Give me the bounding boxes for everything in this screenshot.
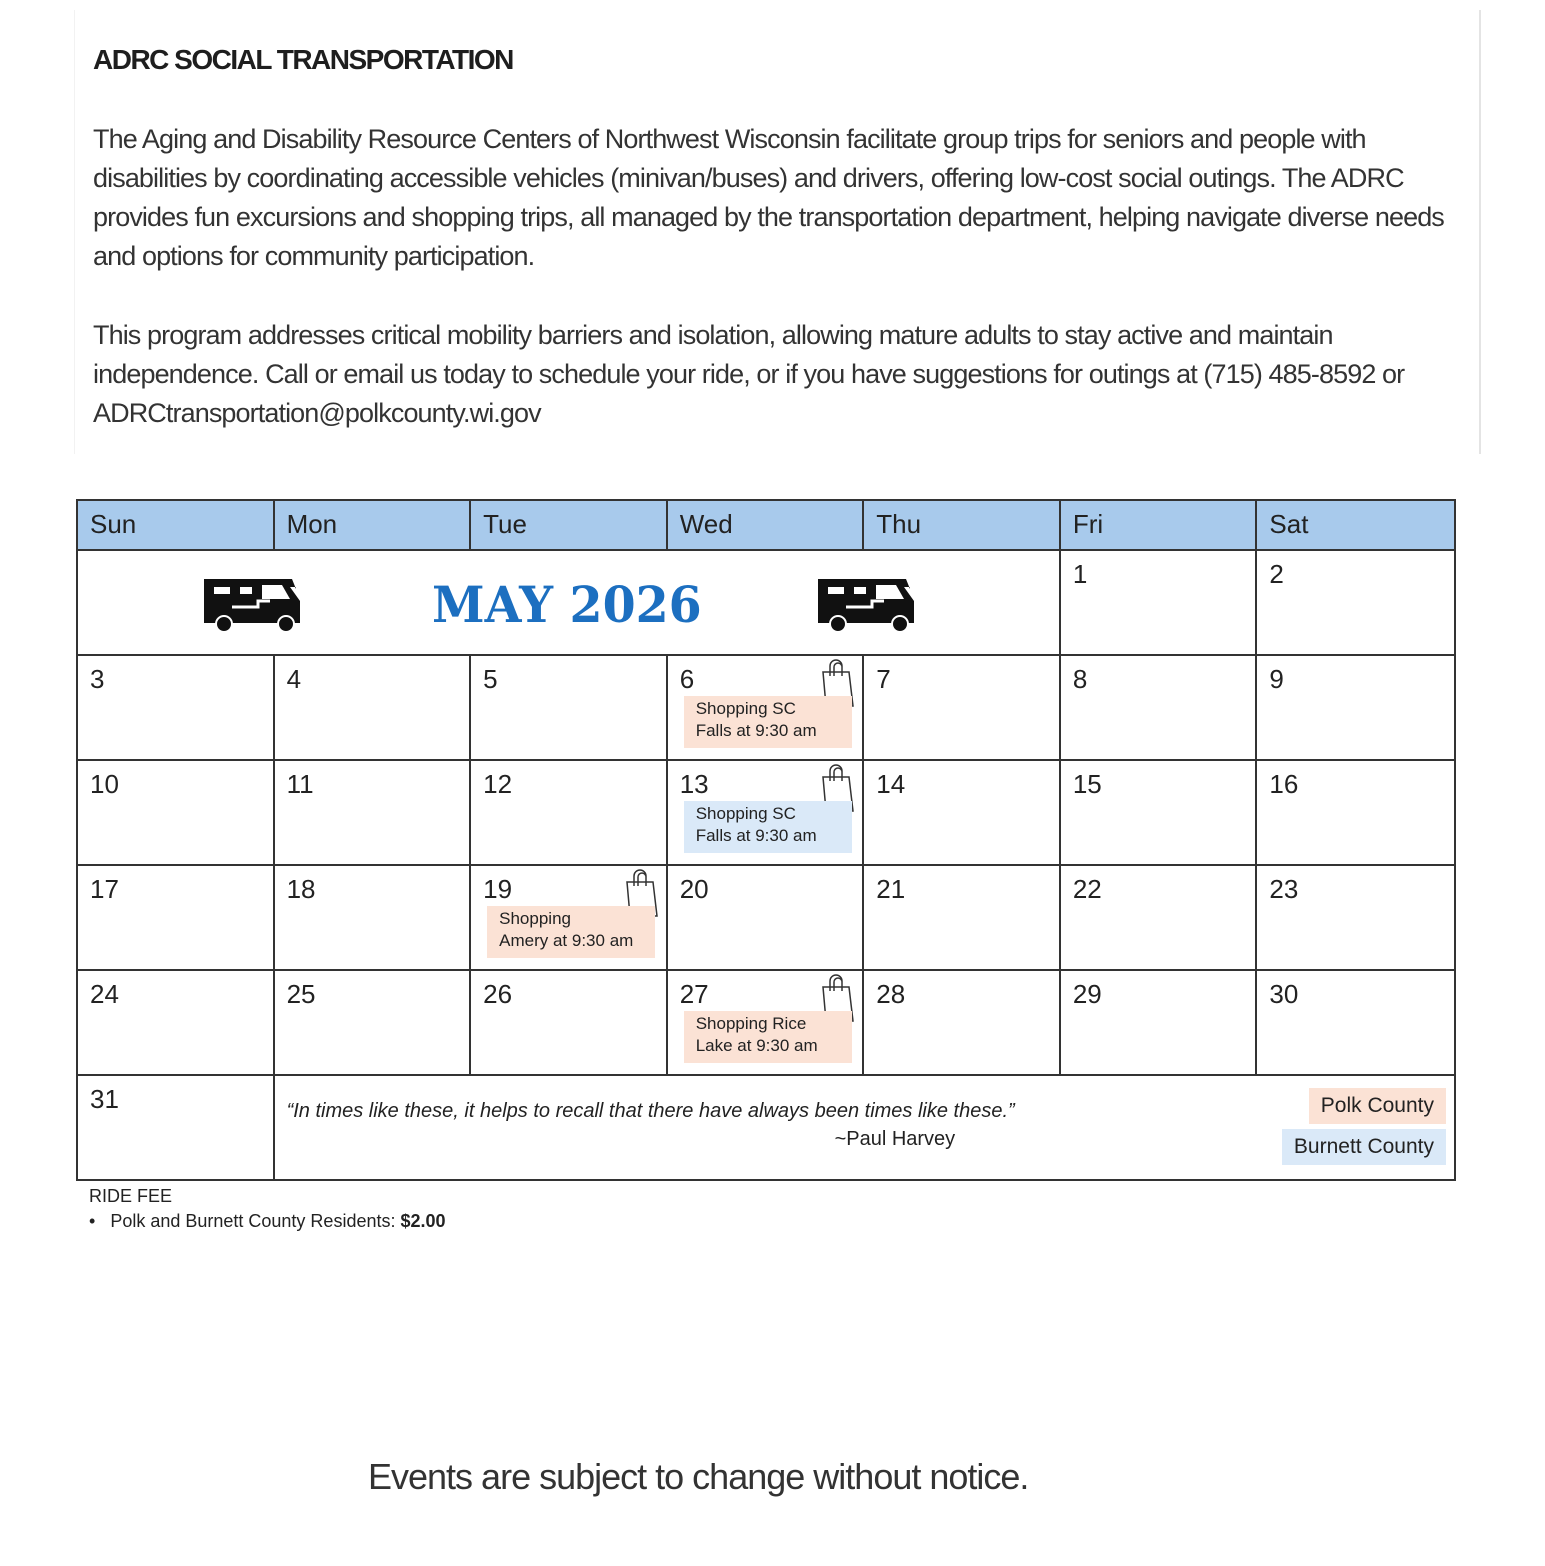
day-number: 25: [286, 979, 316, 1009]
day-number: 14: [876, 769, 906, 799]
day-cell: [864, 761, 1061, 864]
quote-text: “In times like these, it helps to recall that there have always been times like these.”: [286, 1100, 1015, 1122]
day-cell: [1061, 551, 1258, 654]
quote-cell: [275, 1076, 1454, 1179]
rv-bus-icon: [816, 577, 916, 633]
day-cell: [864, 656, 1061, 759]
intro-paragraph-2: This program addresses critical mobility barriers and isolation, allowing mature adults to stay active and maintain independence. Call or email us today to schedule your ride, or if you have suggestions for outings at (715) 485-8592 or ADRCtransportation@polkcounty.wi.gov: [93, 320, 1405, 428]
day-cell: [471, 656, 668, 759]
day-number: 4: [286, 664, 302, 694]
day-number: 5: [483, 664, 498, 694]
ride-fee-value: $2.00: [400, 1211, 446, 1231]
day-cell: [1257, 866, 1454, 969]
calendar-week-row: [78, 971, 1454, 1076]
day-number: 22: [1072, 874, 1102, 904]
legend-burnett-county: Burnett County: [1282, 1129, 1446, 1165]
day-number: 6: [679, 664, 695, 694]
day-number: 19: [483, 874, 513, 904]
weekday-thu: Thu: [864, 501, 1061, 549]
day-number: 13: [679, 769, 709, 799]
ride-fee-label: Polk and Burnett County Residents:: [110, 1211, 401, 1231]
day-cell: [275, 971, 472, 1074]
calendar-week-row: [78, 866, 1454, 971]
weekday-mon: Mon: [275, 501, 472, 549]
intro-paragraph-1: The Aging and Disability Resource Centers of Northwest Wisconsin facilitate group trips for seniors and people with disabilities by coordinating accessible vehicles (minivan/buses) and drivers, offering low-cost social outings. The ADRC provides fun excursions and shopping trips, all managed by the transportation department, helping navigate diverse needs and options for community participation.: [93, 124, 1444, 271]
day-number: 17: [90, 874, 119, 904]
day-cell: [78, 866, 275, 969]
event-polk: [684, 1011, 852, 1063]
day-number: 27: [679, 979, 709, 1009]
day-number: 21: [876, 874, 906, 904]
day-cell: [275, 866, 472, 969]
weekday-header: [78, 501, 1454, 551]
day-number: 15: [1072, 769, 1102, 799]
day-cell: [1061, 866, 1258, 969]
weekday-sun: Sun: [78, 501, 275, 549]
day-number: 23: [1269, 874, 1299, 904]
event-line-1: Shopping SC: [695, 804, 796, 823]
day-cell: [471, 971, 668, 1074]
event-line-2: Lake at 9:30 am: [695, 1036, 818, 1055]
legend-polk-county: Polk County: [1309, 1088, 1446, 1124]
day-cell: [1257, 551, 1454, 654]
day-cell: [668, 761, 865, 864]
day-cell: [1257, 656, 1454, 759]
day-number: 7: [876, 664, 891, 694]
calendar-week-row: [78, 656, 1454, 761]
day-cell: [1257, 761, 1454, 864]
day-cell: [668, 971, 865, 1074]
calendar-week-row: [78, 761, 1454, 866]
month-title-cell: [78, 551, 1061, 654]
ride-fee-item: • Polk and Burnett County Residents: $2.00: [89, 1211, 446, 1231]
calendar-last-row: [78, 1076, 1454, 1179]
day-number: 29: [1072, 979, 1102, 1009]
event-line-2: Falls at 9:30 am: [695, 721, 817, 740]
day-cell: [78, 656, 275, 759]
day-number: 3: [90, 664, 105, 694]
day-cell: [275, 656, 472, 759]
day-cell: [668, 866, 865, 969]
day-number: 11: [286, 769, 314, 799]
day-number: 18: [286, 874, 316, 904]
event-line-2: Falls at 9:30 am: [695, 826, 817, 845]
day-cell: [471, 761, 668, 864]
day-number: 31: [90, 1084, 119, 1114]
day-number: 12: [483, 769, 513, 799]
weekday-fri: Fri: [1061, 501, 1258, 549]
event-line-1: Shopping Rice: [695, 1014, 807, 1033]
calendar-title-row: [78, 551, 1454, 656]
day-number: 16: [1269, 769, 1299, 799]
event-polk: [487, 906, 655, 958]
day-cell: [78, 761, 275, 864]
day-cell: [1061, 656, 1258, 759]
day-cell: [864, 971, 1061, 1074]
day-cell: [471, 866, 668, 969]
day-number: 2: [1269, 559, 1284, 589]
day-cell: [78, 1076, 275, 1179]
day-cell: [1061, 971, 1258, 1074]
day-cell: [1257, 971, 1454, 1074]
day-cell: [275, 761, 472, 864]
day-cell: [668, 656, 865, 759]
quote-author: ~Paul Harvey: [834, 1128, 956, 1150]
day-number: 8: [1072, 664, 1088, 694]
day-cell: [78, 971, 275, 1074]
day-number: 20: [679, 874, 709, 904]
event-line-1: Shopping SC: [695, 699, 796, 718]
weekday-tue: Tue: [471, 501, 668, 549]
day-number: 28: [876, 979, 906, 1009]
intro-title: ADRC SOCIAL TRANSPORTATION: [93, 44, 513, 75]
event-polk: [684, 696, 852, 748]
event-line-2: Amery at 9:30 am: [499, 931, 634, 950]
event-burnett: [684, 801, 852, 853]
change-notice: Events are subject to change without notice.: [368, 1456, 1029, 1497]
event-line-1: Shopping: [499, 909, 571, 928]
intro-section: [74, 10, 1481, 454]
day-number: 10: [90, 769, 119, 799]
weekday-wed: Wed: [668, 501, 865, 549]
month-title: MAY 2026: [432, 575, 702, 634]
day-number: 9: [1269, 664, 1284, 694]
day-cell: [864, 866, 1061, 969]
day-number: 24: [90, 979, 119, 1009]
day-cell: [1061, 761, 1258, 864]
rv-bus-icon: [202, 577, 302, 633]
day-number: 30: [1269, 979, 1299, 1009]
day-number: 1: [1072, 559, 1088, 589]
calendar: [76, 499, 1456, 1181]
weekday-sat: Sat: [1269, 509, 1309, 539]
day-number: 26: [483, 979, 513, 1009]
ride-fee-heading: RIDE FEE: [89, 1186, 173, 1206]
